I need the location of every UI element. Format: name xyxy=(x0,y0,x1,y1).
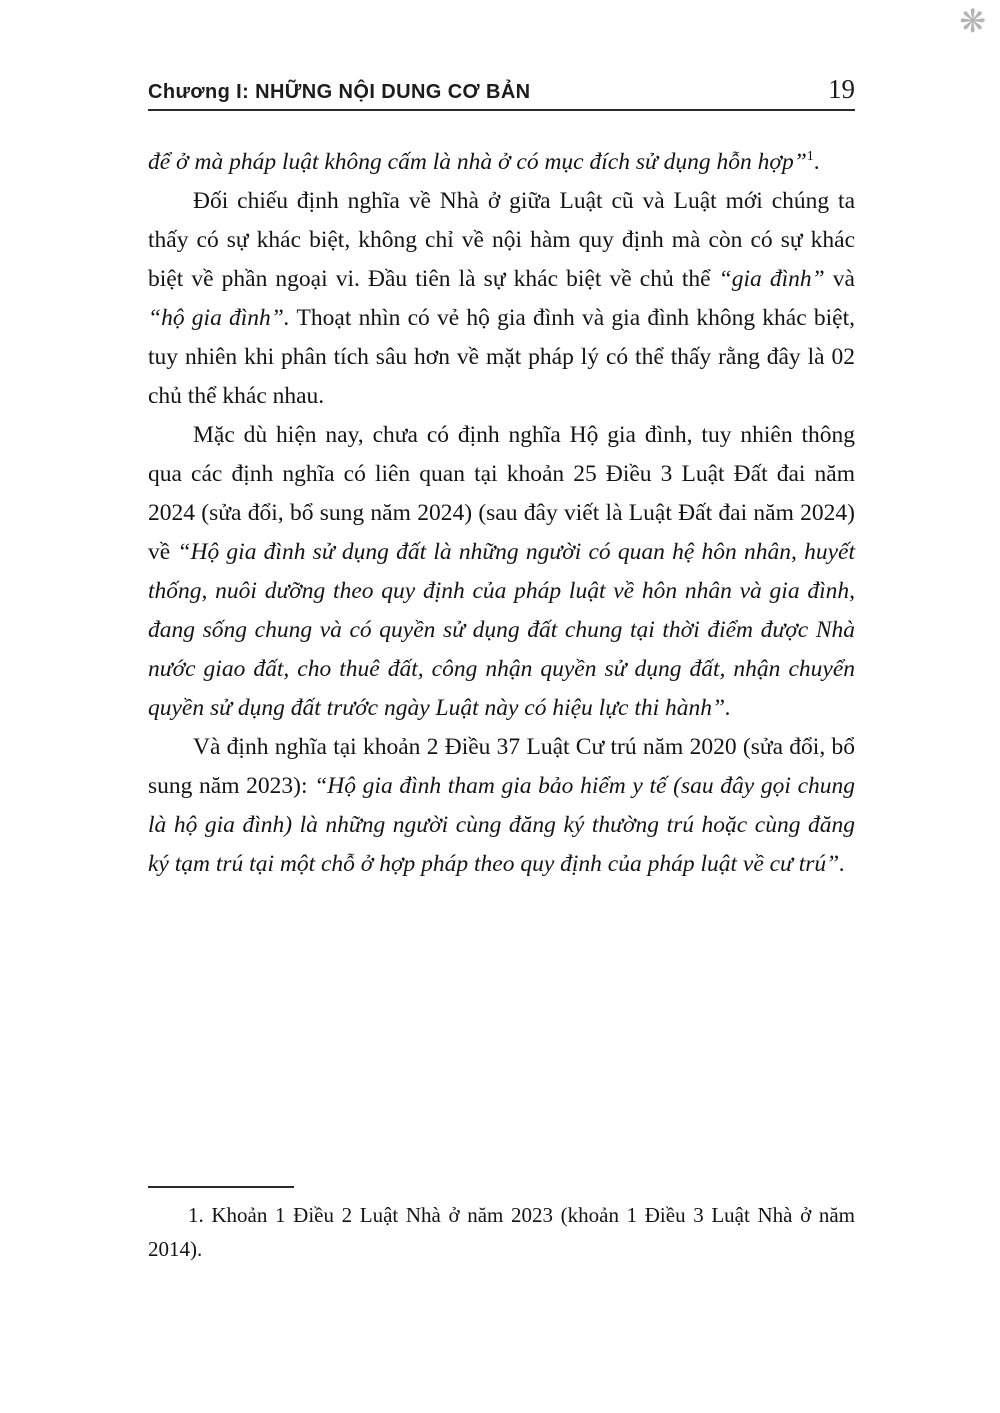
page-number: 19 xyxy=(828,74,855,104)
paragraph-3 xyxy=(148,416,855,728)
paragraph-text: “gia đình” xyxy=(718,266,825,292)
body-text xyxy=(148,143,855,884)
paragraph-4 xyxy=(148,728,855,884)
footnote-text: 1. Khoản 1 Điều 2 Luật Nhà ở năm 2023 (khoản 1 Điều 3 Luật Nhà ở năm 2014). xyxy=(148,1203,855,1261)
flower-asterisk-icon: ❋ xyxy=(959,2,986,40)
footnote-separator xyxy=(148,1186,294,1188)
header-rule xyxy=(148,109,855,111)
chapter-title: Chương I: NHỮNG NỘI DUNG CƠ BẢN xyxy=(148,81,531,103)
paragraph-text: “Hộ gia đình tham gia bảo hiểm y tế (sau đây gọi chung là hộ gia đình) là những người cùng đăng ký thường trú hoặc cùng đăng ký tạm trú tại một chỗ ở hợp pháp theo quy định của pháp luật về cư trú”. xyxy=(148,773,856,877)
paragraph-text: “hộ gia đình”. xyxy=(148,305,290,331)
paragraph-text: . xyxy=(813,149,820,175)
paragraph-text: Mặc dù hiện nay, chưa có định nghĩa Hộ gia đình, tuy nhiên thông qua các định nghĩa có liên quan tại khoản 25 Điều 3 Luật Đất đai năm 2024 (sửa đổi, bổ sung năm 2024) (sau đây viết là Luật Đất đai năm 2024) về xyxy=(148,422,855,565)
footnote xyxy=(148,1199,855,1266)
paragraph-text: và xyxy=(824,266,855,292)
paragraph-1 xyxy=(148,143,855,182)
paragraph-text: để ở mà pháp luật không cấm là nhà ở có mục đích sử dụng hỗn hợp” xyxy=(148,149,807,175)
paragraph-text: Và định nghĩa tại khoản 2 Điều 37 Luật Cư trú năm 2020 (sửa đổi, bổ sung năm 2023): xyxy=(148,734,855,799)
page-header xyxy=(148,74,855,105)
paragraph-2 xyxy=(148,182,855,416)
footnote-reference: 1 xyxy=(806,149,814,165)
paragraph-text: Thoạt nhìn có vẻ hộ gia đình và gia đình không khác biệt, tuy nhiên khi phân tích sâu hơn về mặt pháp lý có thể thấy rằng đây là 02 chủ thể khác nhau. xyxy=(148,305,855,409)
paragraph-text: “Hộ gia đình sử dụng đất là những người có quan hệ hôn nhân, huyết thống, nuôi dưỡng theo quy định của pháp luật về hôn nhân và gia đình, đang sống chung và có quyền sử dụng đất chung tại thời điểm được Nhà nước giao đất, cho thuê đất, công nhận quyền sử dụng đất, nhận chuyển quyền sử dụng đất trước ngày Luật này có hiệu lực thi hành”. xyxy=(148,539,855,721)
paragraph-text: Đối chiếu định nghĩa về Nhà ở giữa Luật cũ và Luật mới chúng ta thấy có sự khác biệt, không chỉ về nội hàm quy định mà còn có sự khác biệt về phần ngoại vi. Đầu tiên là sự khác biệt về chủ thể xyxy=(148,188,855,292)
